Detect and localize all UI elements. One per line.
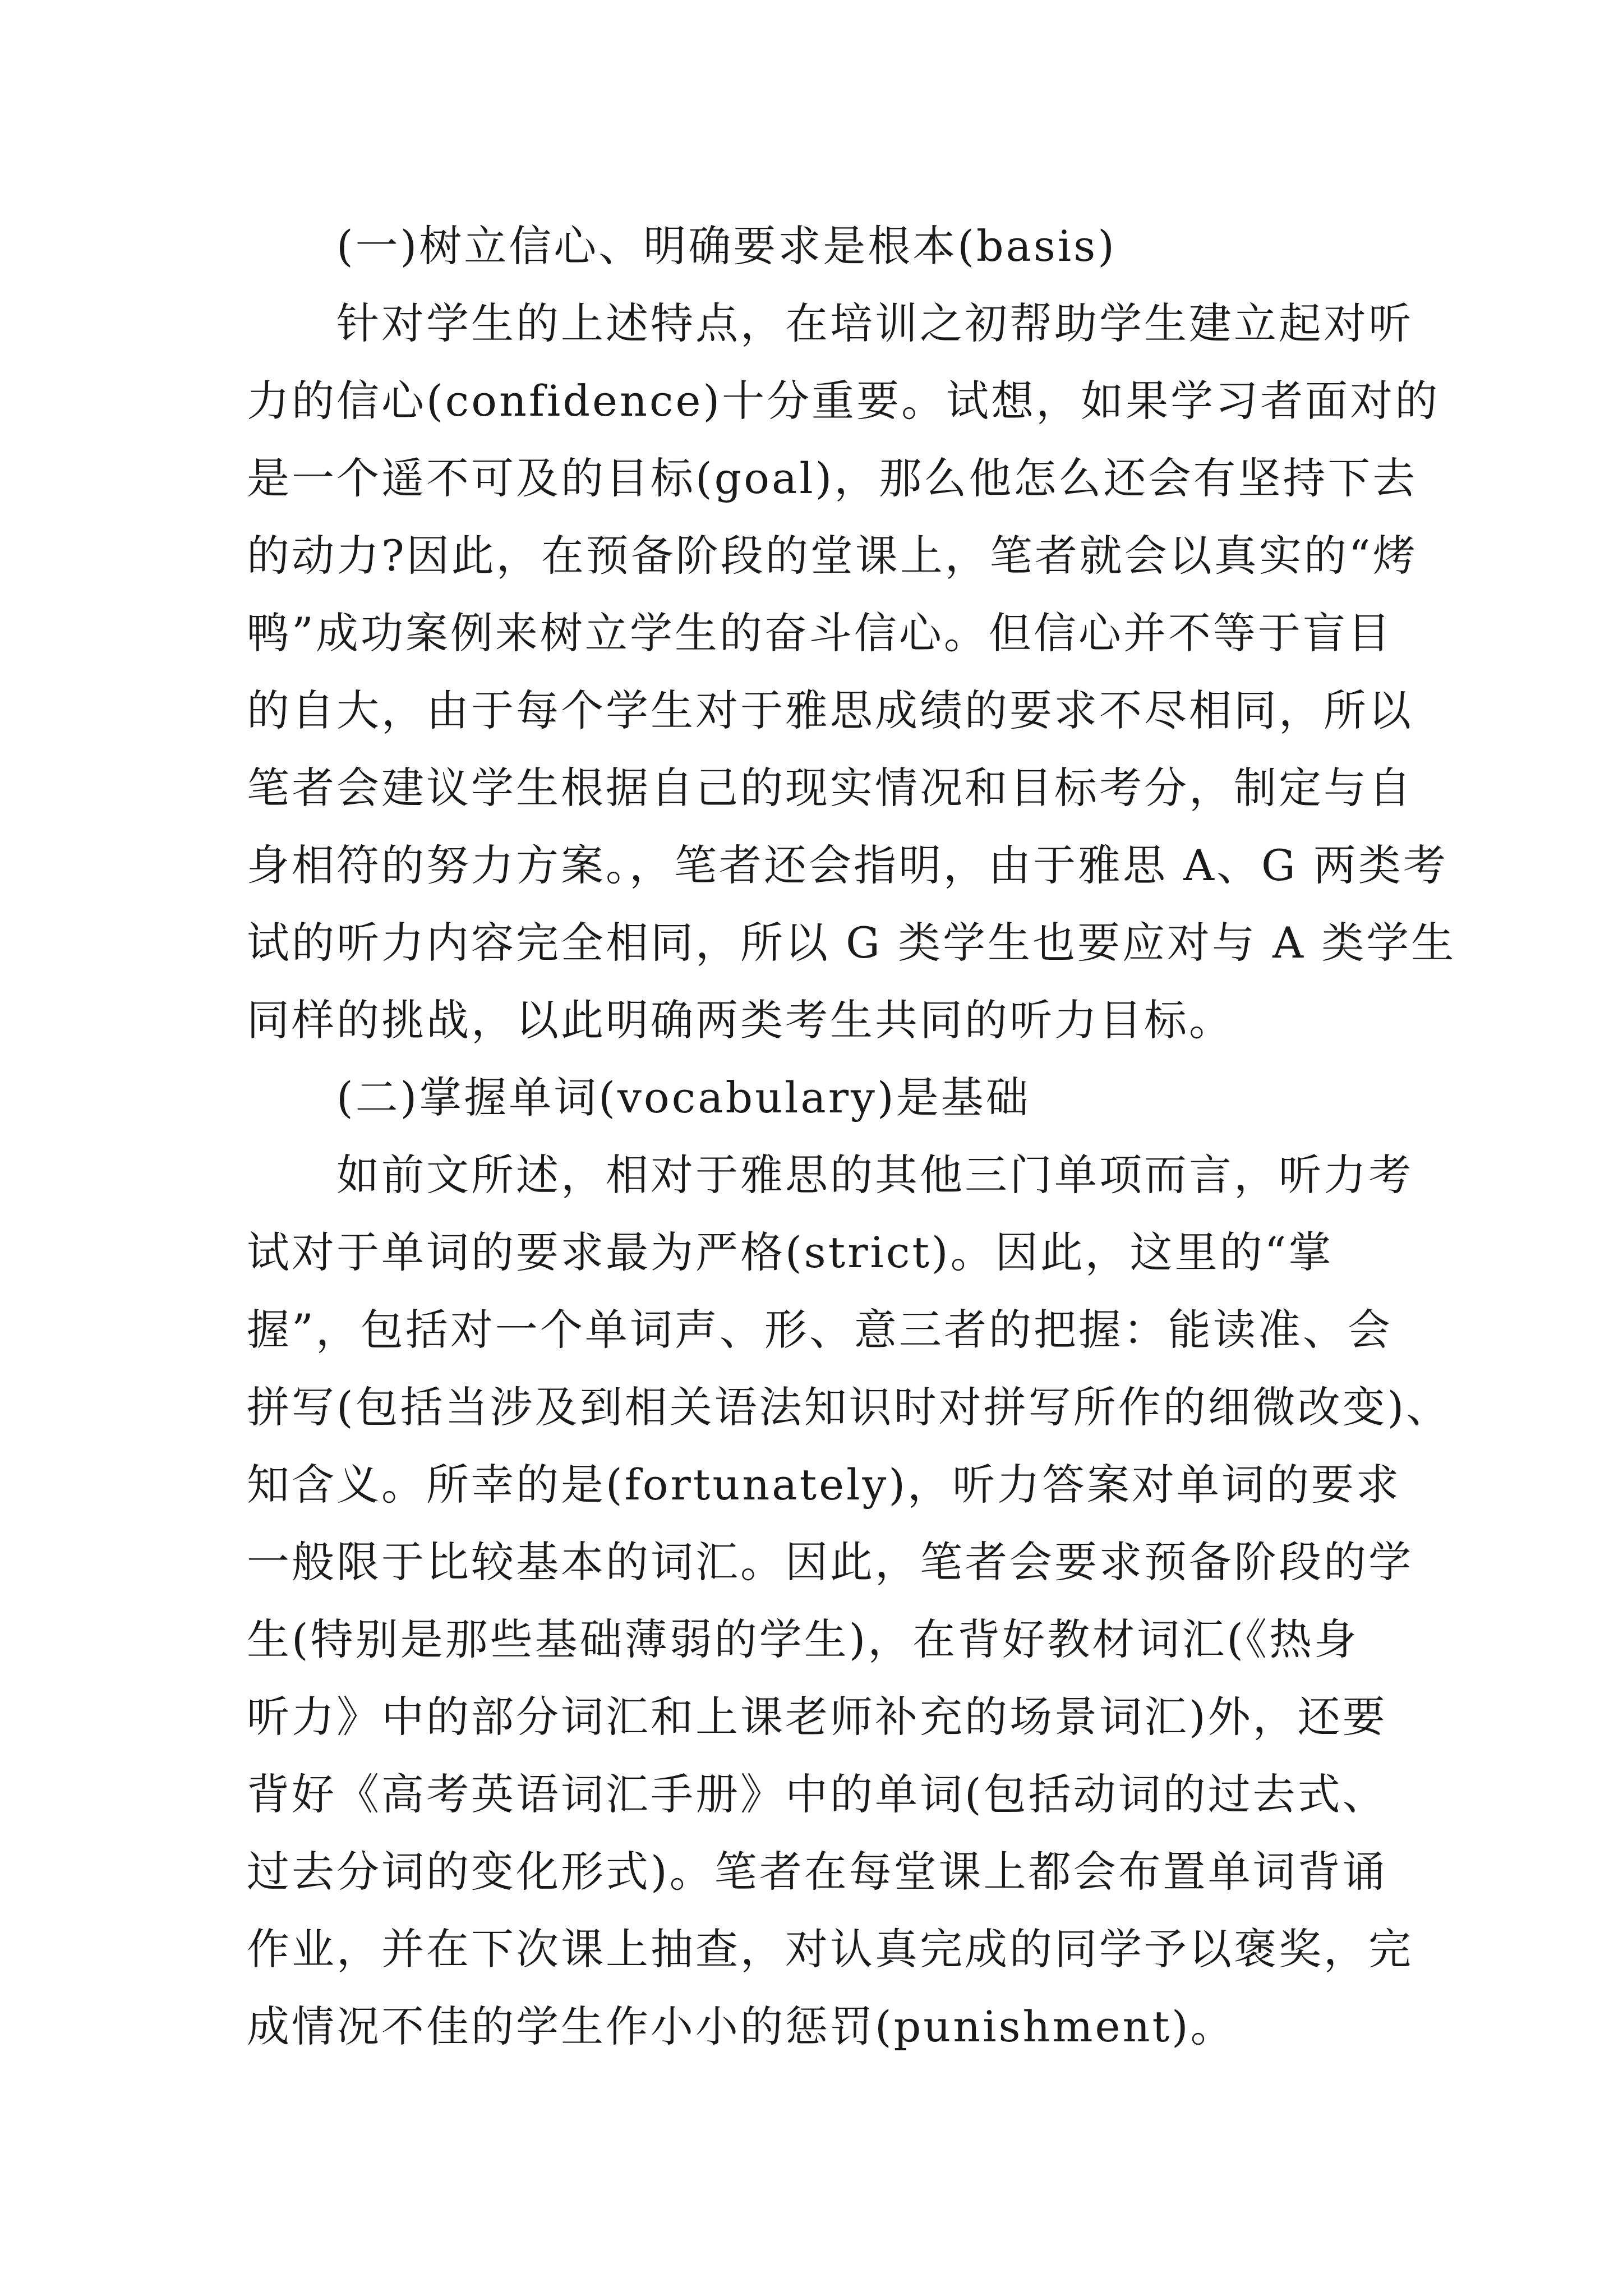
text-line: 拼写(包括当涉及到相关语法知识时对拼写所作的细微改变)、: [247, 1382, 1451, 1432]
text-line: 试的听力内容完全相同，所以 G 类学生也要应对与 A 类学生: [247, 918, 1456, 968]
text-line: 的动力?因此，在预备阶段的堂课上，笔者就会以真实的“烤: [247, 531, 1418, 581]
text-line: 力的信心(confidence)十分重要。试想，如果学习者面对的: [247, 376, 1440, 426]
paragraph-first-line: (二)掌握单词(vocabulary)是基础: [336, 1073, 1031, 1122]
paragraph-first-line: 针对学生的上述特点，在培训之初帮助学生建立起对听: [336, 298, 1413, 348]
text-line: 一般限于比较基本的词汇。因此，笔者会要求预备阶段的学: [247, 1537, 1413, 1587]
text-line: 听力》中的部分词汇和上课老师补充的场景词汇)外，还要: [247, 1692, 1387, 1742]
text-line: 的自大，由于每个学生对于雅思成绩的要求不尽相同，所以: [247, 685, 1413, 735]
text-line: 握”，包括对一个单词声、形、意三者的把握：能读准、会: [247, 1305, 1393, 1355]
text-line: 生(特别是那些基础薄弱的学生)，在背好教材词汇(《热身: [247, 1614, 1359, 1664]
text-line: 知含义。所幸的是(fortunately)，听力答案对单词的要求: [247, 1460, 1401, 1510]
text-line: 笔者会建议学生根据自己的现实情况和目标考分，制定与自: [247, 763, 1413, 813]
text-line: 作业，并在下次课上抽查，对认真完成的同学予以褒奖，完: [247, 1924, 1413, 1974]
text-line: 过去分词的变化形式)。笔者在每堂课上都会布置单词背诵: [247, 1847, 1387, 1897]
document-body: [247, 208, 1456, 2065]
paragraph-first-line: (一)树立信心、明确要求是根本(basis): [336, 221, 1117, 271]
text-line: 背好《高考英语词汇手册》中的单词(包括动词的过去式、: [247, 1769, 1387, 1819]
text-line: 是一个遥不可及的目标(goal)，那么他怎么还会有坚持下去: [247, 453, 1418, 503]
text-line: 试对于单词的要求最为严格(strict)。因此，这里的“掌: [247, 1227, 1334, 1277]
text-line: 鸭”成功案例来树立学生的奋斗信心。但信心并不等于盲目: [247, 608, 1393, 658]
text-line: 身相符的努力方案。，笔者还会指明，由于雅思 A、G 两类考: [247, 840, 1448, 890]
text-line: 成情况不佳的学生作小小的惩罚(punishment)。: [247, 2001, 1235, 2051]
paragraph-first-line: 如前文所述，相对于雅思的其他三门单项而言，听力考: [336, 1150, 1413, 1200]
text-line: 同样的挑战，以此明确两类考生共同的听力目标。: [247, 995, 1234, 1045]
